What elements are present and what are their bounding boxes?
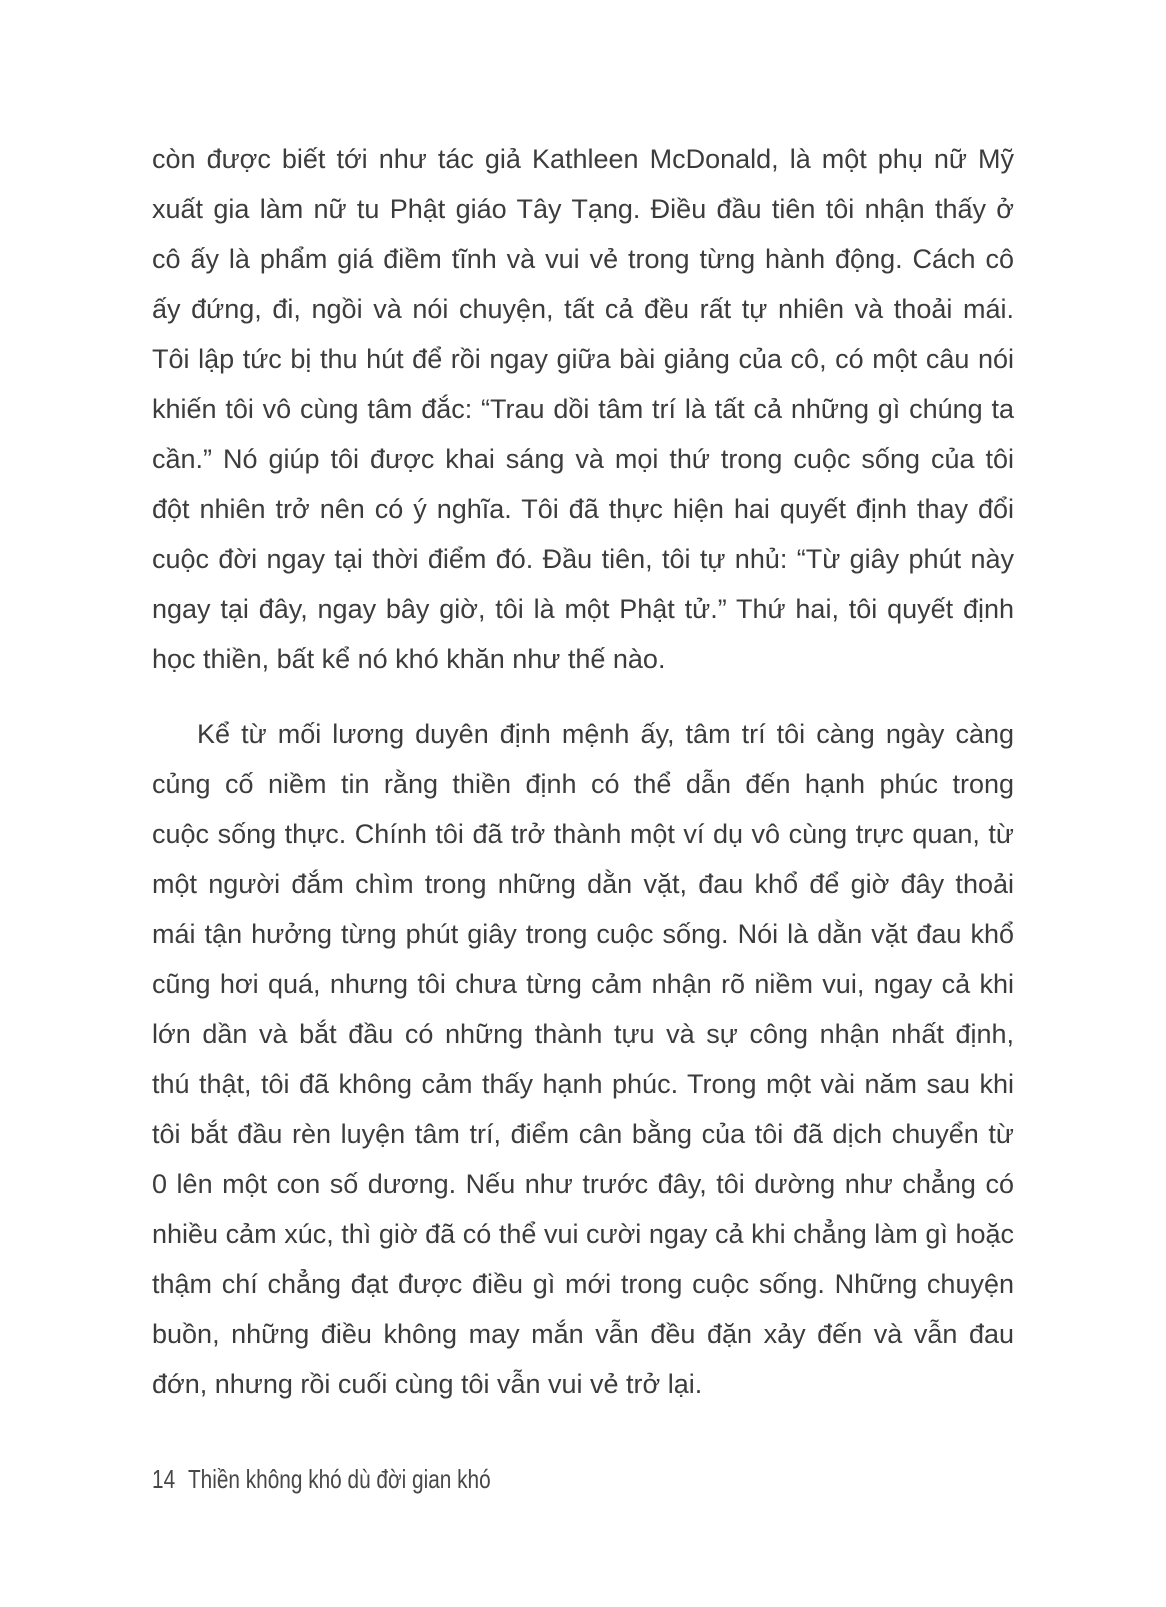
- text-line: ngay tại đây, ngay bây giờ, tôi là một Phật tử.” Thứ hai, tôi quyết định: [152, 594, 1014, 624]
- paragraph: [152, 134, 1014, 684]
- text-line: Kể từ mối lương duyên định mệnh ấy, tâm trí tôi càng ngày càng: [197, 719, 1014, 749]
- text-line: đột nhiên trở nên có ý nghĩa. Tôi đã thực hiện hai quyết định thay đổi: [152, 494, 1014, 524]
- text-line: ấy đứng, đi, ngồi và nói chuyện, tất cả đều rất tự nhiên và thoải mái.: [152, 294, 1014, 324]
- page-footer: [152, 1462, 491, 1496]
- text-line: buồn, những điều không may mắn vẫn đều đặn xảy đến và vẫn đau: [152, 1319, 1014, 1349]
- text-line: Tôi lập tức bị thu hút để rồi ngay giữa bài giảng của cô, có một câu nói: [152, 344, 1014, 374]
- text-line: 0 lên một con số dương. Nếu như trước đây, tôi dường như chẳng có: [152, 1169, 1014, 1199]
- text-line: cô ấy là phẩm giá điềm tĩnh và vui vẻ trong từng hành động. Cách cô: [152, 244, 1014, 274]
- text-line: lớn dần và bắt đầu có những thành tựu và sự công nhận nhất định,: [152, 1019, 1014, 1049]
- page-text: [152, 134, 1014, 1409]
- text-line: xuất gia làm nữ tu Phật giáo Tây Tạng. Điều đầu tiên tôi nhận thấy ở: [152, 194, 1014, 224]
- text-line: thậm chí chẳng đạt được điều gì mới trong cuộc sống. Những chuyện: [152, 1269, 1014, 1299]
- text-line: củng cố niềm tin rằng thiền định có thể dẫn đến hạnh phúc trong: [152, 769, 1014, 799]
- text-line: cuộc đời ngay tại thời điểm đó. Đầu tiên, tôi tự nhủ: “Từ giây phút này: [152, 544, 1014, 574]
- text-line: thú thật, tôi đã không cảm thấy hạnh phúc. Trong một vài năm sau khi: [152, 1069, 1014, 1099]
- text-line: cuộc sống thực. Chính tôi đã trở thành một ví dụ vô cùng trực quan, từ: [152, 819, 1014, 849]
- text-line: cũng hơi quá, nhưng tôi chưa từng cảm nhận rõ niềm vui, ngay cả khi: [152, 969, 1014, 999]
- page-number: 14: [152, 1464, 176, 1494]
- text-line: còn được biết tới như tác giả Kathleen McDonald, là một phụ nữ Mỹ: [152, 144, 1014, 174]
- paragraph: [152, 709, 1014, 1409]
- text-line: mái tận hưởng từng phút giây trong cuộc sống. Nói là dằn vặt đau khổ: [152, 919, 1014, 949]
- text-line: khiến tôi vô cùng tâm đắc: “Trau dồi tâm trí là tất cả những gì chúng ta: [152, 394, 1014, 424]
- text-line: nhiều cảm xúc, thì giờ đã có thể vui cười ngay cả khi chẳng làm gì hoặc: [152, 1219, 1014, 1249]
- running-title: Thiền không khó dù đời gian khó: [187, 1464, 491, 1494]
- text-line: cần.” Nó giúp tôi được khai sáng và mọi thứ trong cuộc sống của tôi: [152, 444, 1014, 474]
- text-line: đớn, nhưng rồi cuối cùng tôi vẫn vui vẻ trở lại.: [152, 1369, 703, 1399]
- text-line: tôi bắt đầu rèn luyện tâm trí, điểm cân bằng của tôi đã dịch chuyển từ: [152, 1119, 1014, 1149]
- text-line: một người đắm chìm trong những dằn vặt, đau khổ để giờ đây thoải: [152, 869, 1014, 899]
- text-line: học thiền, bất kể nó khó khăn như thế nào.: [152, 644, 666, 674]
